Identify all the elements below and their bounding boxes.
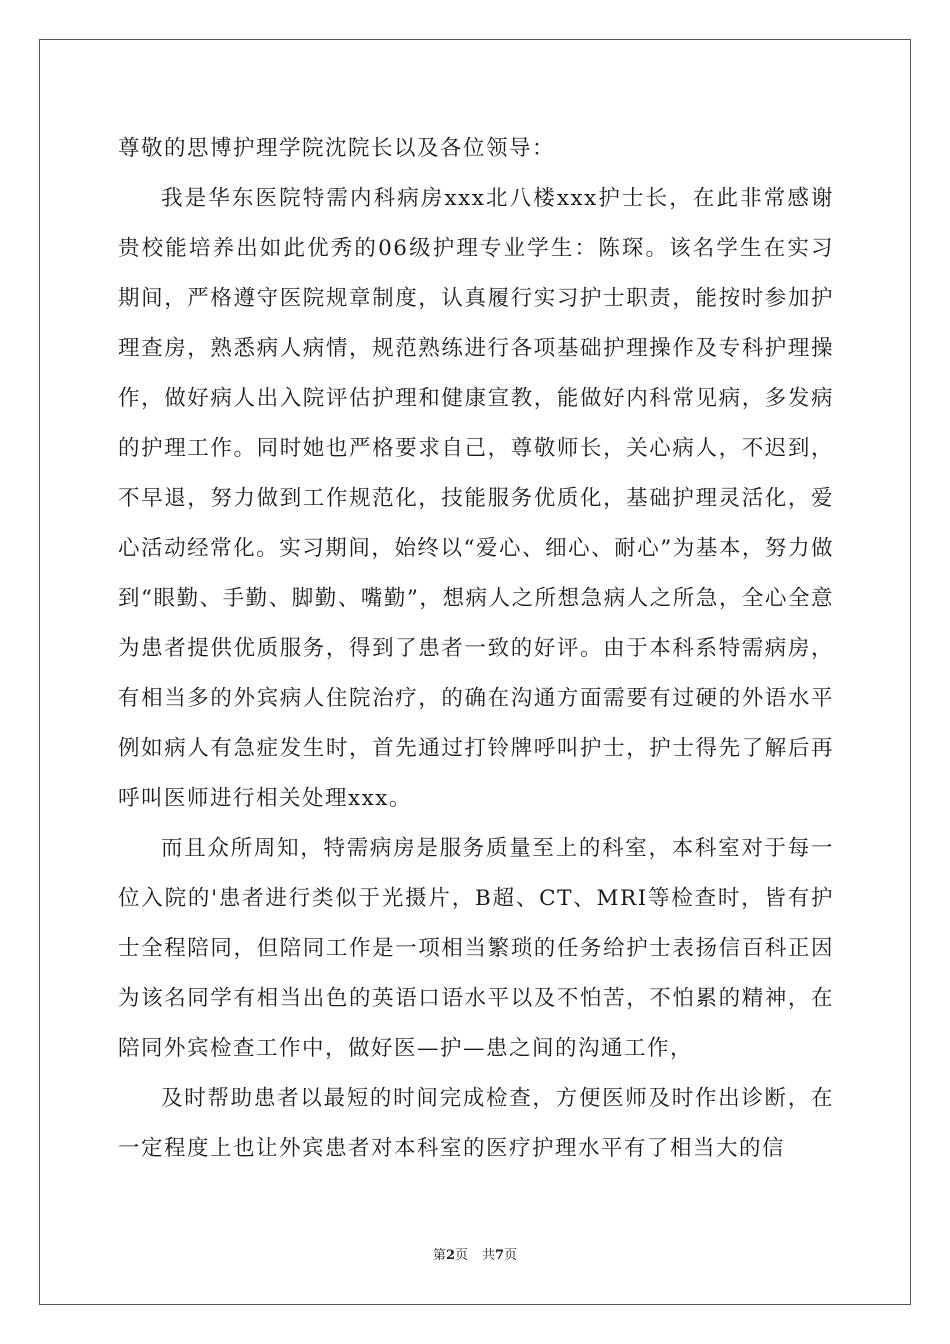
page-footer <box>0 1244 950 1263</box>
total-pages-label: 共7页 <box>482 1248 518 1263</box>
salutation: 尊敬的思博护理学院沈院长以及各位领导： <box>118 136 556 161</box>
document-body <box>118 124 834 1174</box>
paragraph-1: 我是华东医院特需内科病房xxx北八楼xxx护士长，在此非常感谢贵校能培养出如此优秀的06级护理专业学生：陈琛。该名学生在实习期间，严格遵守医院规章制度，认真履行实习护士职责，能按时参加护理查房，熟悉病人病情，规范熟练进行各项基础护理操作及专科护理操作，做好病人出入院评估护理和健康宣教，能做好内科常见病，多发病的护理工作。同时她也严格要求自己，尊敬师长，关心病人，不迟到，不早退，努力做到工作规范化，技能服务优质化，基础护理灵活化，爱心活动经常化。实习期间，始终以“爱心、细心、耐心”为基本，努力做到“眼勤、手勤、脚勤、嘴勤”，想病人之所想急病人之所急，全心全意为患者提供优质服务，得到了患者一致的好评。由于本科系特需病房，有相当多的外宾病人住院治疗，的确在沟通方面需要有过硬的外语水平例如病人有急症发生时，首先通过打铃牌呼叫护士，护士得先了解后再呼叫医师进行相关处理xxx。 <box>118 186 834 811</box>
paragraph-3: 及时帮助患者以最短的时间完成检查，方便医师及时作出诊断，在一定程度上也让外宾患者对本科室的医疗护理水平有了相当大的信 <box>118 1086 834 1161</box>
paragraph-2: 而且众所周知，特需病房是服务质量至上的科室，本科室对于每一位入院的'患者进行类似于光摄片，B超、CT、MRI等检查时，皆有护士全程陪同，但陪同工作是一项相当繁琐的任务给护士表扬信百科正因为该名同学有相当出色的英语口语水平以及不怕苦，不怕累的精神，在陪同外宾检查工作中，做好医—护—患之间的沟通工作， <box>118 836 834 1061</box>
total-page-number: 7 <box>495 1248 505 1263</box>
page-number-label: 第2页 <box>432 1248 468 1263</box>
current-page-number: 2 <box>445 1248 455 1263</box>
